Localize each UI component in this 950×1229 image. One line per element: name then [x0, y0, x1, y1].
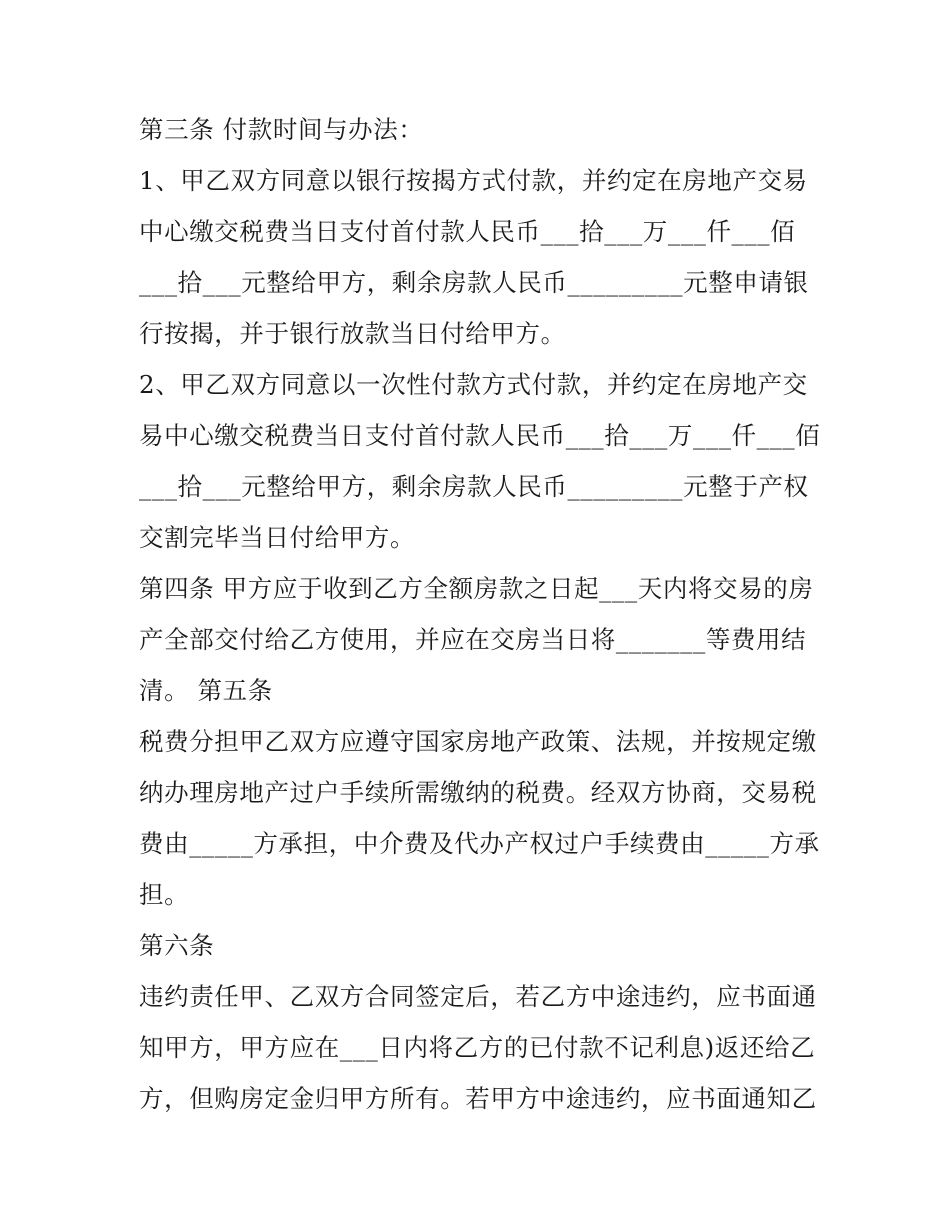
text-line: 交割完毕当日付给甲方。: [139, 523, 416, 552]
text-line: 2、甲乙双方同意以一次性付款方式付款，并约定在房地产交: [139, 370, 808, 399]
text-line: 第四条 甲方应于收到乙方全额房款之日起___天内将交易的房: [139, 574, 814, 603]
text-line: ___拾___元整给甲方，剩余房款人民币_________元整申请银: [139, 268, 809, 297]
text-line: 中心缴交税费当日支付首付款人民币___拾___万___仟___佰: [139, 217, 796, 246]
text-line: 易中心缴交税费当日支付首付款人民币___拾___万___仟___佰: [139, 421, 821, 450]
text-line: 方，但购房定金归甲方所有。若甲方中途违约，应书面通知乙: [139, 1084, 817, 1113]
text-line: 税费分担甲乙双方应遵守国家房地产政策、法规，并按规定缴: [139, 727, 817, 756]
text-line: 产全部交付给乙方使用，并应在交房当日将_______等费用结: [139, 625, 807, 654]
text-line: 费由_____方承担，中介费及代办产权过户手续费由_____方承: [139, 829, 820, 858]
text-line: 1、甲乙双方同意以银行按揭方式付款，并约定在房地产交易: [139, 166, 808, 195]
text-line: 清。 第五条: [139, 676, 273, 705]
text-line: 第六条: [139, 931, 215, 960]
text-line: 担。: [139, 880, 190, 909]
text-line: ___拾___元整给甲方，剩余房款人民币_________元整于产权: [139, 472, 809, 501]
text-line: 第三条 付款时间与办法：: [139, 115, 424, 144]
text-line: 行按揭，并于银行放款当日付给甲方。: [139, 319, 566, 348]
text-line: 纳办理房地产过户手续所需缴纳的税费。经双方协商，交易税: [139, 778, 817, 807]
text-line: 知甲方，甲方应在___日内将乙方的已付款不记利息)返还给乙: [139, 1033, 816, 1062]
text-line: 违约责任甲、乙双方合同签定后，若乙方中途违约，应书面通: [139, 982, 817, 1011]
